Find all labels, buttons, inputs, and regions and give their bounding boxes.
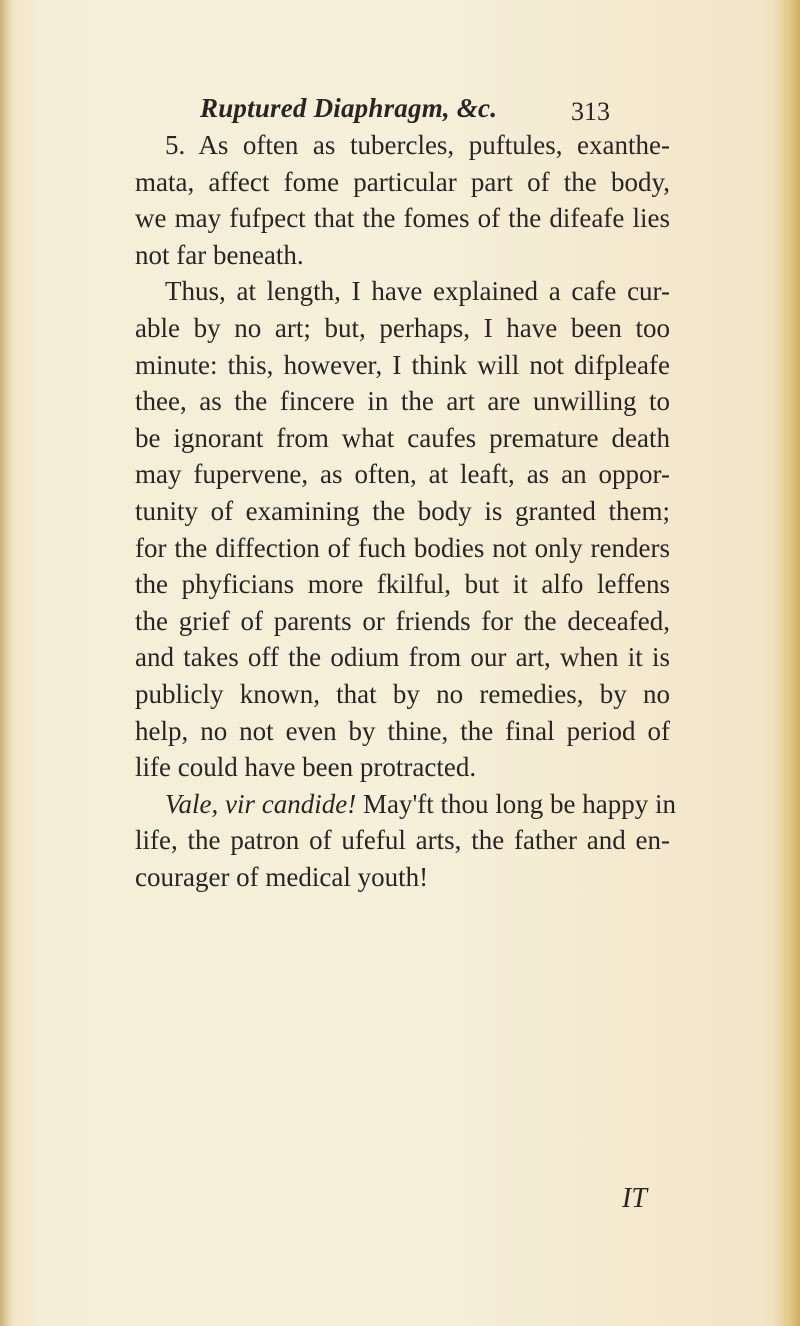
text-line: mata, affect fome particular part of the body, [135,166,670,197]
body-text [135,127,677,895]
text-line: tunity of examining the body is granted them; [135,495,670,526]
text-line: help, no not even by thine, the final period of [135,715,670,746]
text-line: not far beneath. [135,239,304,270]
text-line: may fupervene, as often, at leaft, as an oppor- [135,459,670,490]
text-line: the grief of parents or friends for the deceafed, [135,605,670,636]
text-line: minute: this, however, I think will not difpleafe [135,349,670,380]
text-line-vale [135,786,677,823]
text-line: we may fufpect that the fomes of the difeafe lies [135,203,670,234]
text-line: and takes off the odium from our art, when it is [135,642,670,673]
text-line: life could have been protracted. [135,752,477,783]
text-line: for the diffection of fuch bodies not only renders [135,532,670,563]
text-line: 5. As often as tubercles, puftules, exanthe- [165,130,670,160]
page-left-edge [0,0,14,1326]
text-line: courager of medical youth! [135,861,429,892]
page-number: 313 [571,97,610,126]
page-right-edge [774,0,800,1326]
paragraph-tubercles [135,127,670,273]
text-line: Thus, at length, I have explained a cafe cur- [165,276,670,307]
text-line: thee, as the fincere in the art are unwilling to [135,386,670,417]
text-line: be ignorant from what caufes premature death [135,422,670,453]
paragraph-case-explained [135,273,670,785]
text-line: the phyficians more fkilful, but it alfo leffens [135,569,670,600]
italic-salutation: Vale, vir candide! [165,788,357,819]
text-line: able by no art; but, perhaps, I have been too [135,312,670,343]
paragraph-vale [135,786,677,896]
text-line: life, the patron of ufeful arts, the father and en- [135,825,670,856]
text-line: publicly known, that by no remedies, by no [135,678,670,709]
catchword: IT [622,1183,647,1214]
running-title: Ruptured Diaphragm, &c. [200,93,498,123]
text-run: May'ft thou long be happy in [356,788,677,819]
